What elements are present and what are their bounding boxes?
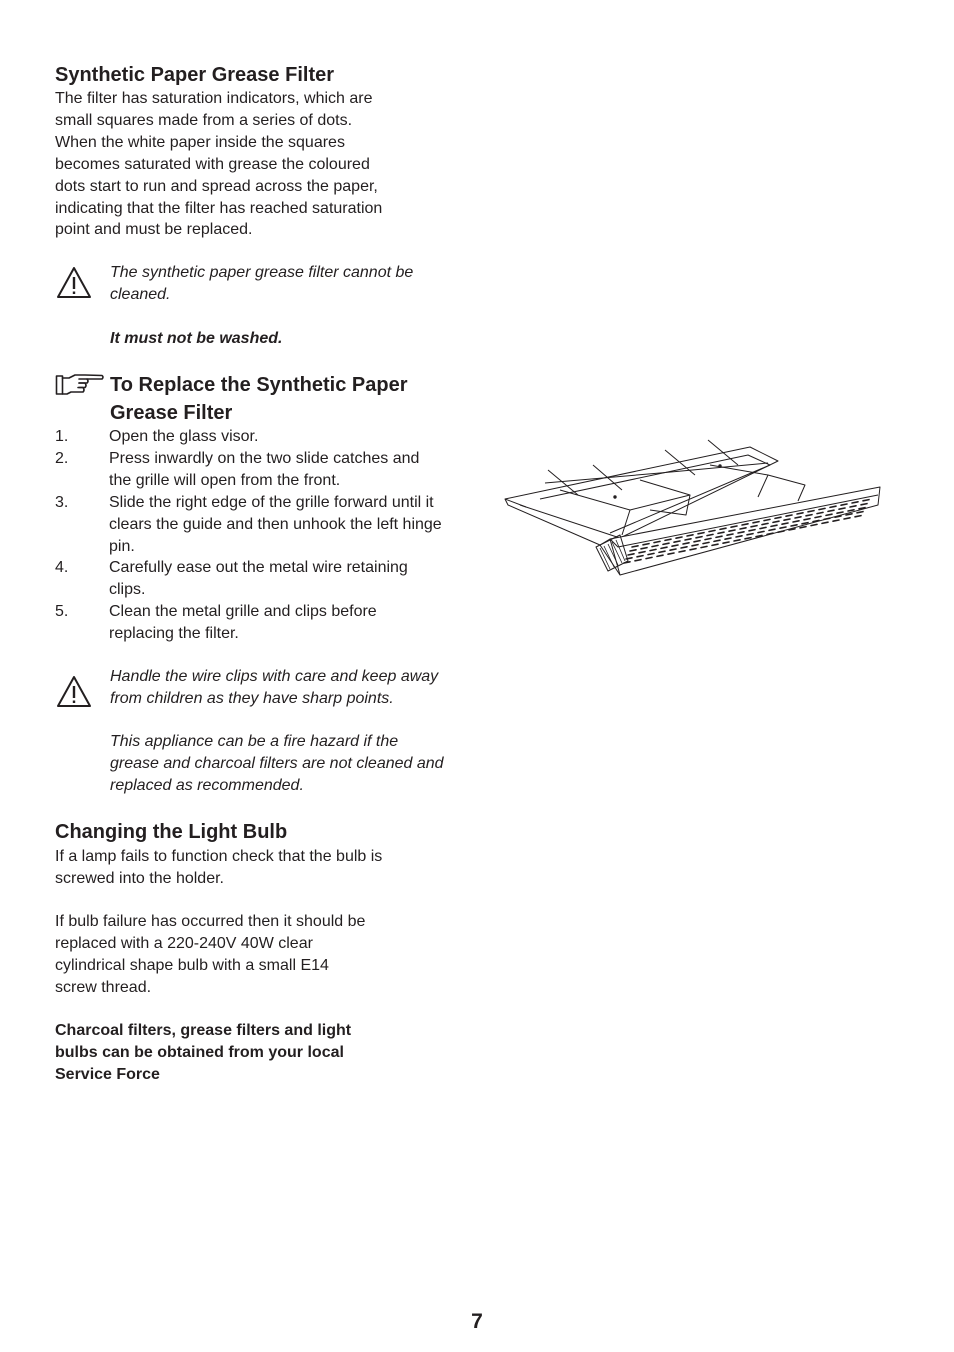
paragraph-line: becomes saturated with grease the coloured — [55, 155, 370, 173]
paragraph-line: The filter has saturation indicators, which are — [55, 90, 373, 107]
louvre-slot — [855, 516, 861, 517]
warning-triangle-icon — [56, 675, 92, 709]
paragraph-line: screwed into the holder. — [55, 869, 224, 887]
warning-triangle-icon — [56, 266, 92, 300]
section-title-replace-filter — [110, 371, 408, 427]
section-title-synthetic-filter: Synthetic Paper Grease Filter — [55, 64, 335, 86]
warning-line: Handle the wire clips with care and keep away — [110, 668, 439, 685]
step-number: 1. — [55, 428, 69, 445]
warning-fire-hazard — [110, 731, 444, 797]
step-text: Press inwardly on the two slide catches and — [109, 449, 420, 467]
louvre-slot — [857, 512, 863, 513]
paragraph-line: point and must be replaced. — [55, 221, 253, 239]
replace-steps-list — [55, 426, 475, 646]
louvre-slot — [800, 527, 806, 528]
paragraph-line: If bulb failure has occurred then it should be — [55, 913, 366, 930]
section-title-light-bulb: Changing the Light Bulb — [55, 821, 288, 843]
warning-wire-clips — [110, 666, 438, 710]
warning-line: grease and charcoal filters are not cleaned and — [110, 754, 444, 772]
warning-line: The synthetic paper grease filter cannot be — [110, 264, 414, 281]
paragraph-line: When the white paper inside the squares — [55, 133, 345, 151]
paragraph-line: replaced with a 220-240V 40W clear — [55, 934, 313, 952]
paragraph-line: small squares made from a series of dots. — [55, 111, 353, 129]
synthetic-filter-paragraph — [55, 88, 382, 241]
page-number: 7 — [471, 1310, 483, 1333]
step-text: clips. — [109, 581, 146, 599]
note-line: Charcoal filters, grease filters and light — [55, 1022, 352, 1039]
louvre-slot — [811, 524, 817, 525]
paragraph-line: If a lamp fails to function check that the bulb is — [55, 848, 383, 865]
step-number: 2. — [55, 449, 69, 467]
step-text: Slide the right edge of the grille forward until it — [109, 493, 434, 511]
pointing-hand-icon — [55, 373, 105, 397]
note-line: Service Force — [55, 1065, 160, 1083]
step-text: clears the guide and then unhook the left hinge — [109, 515, 442, 533]
louvre-slot — [844, 518, 850, 519]
step-text: replacing the filter. — [109, 625, 239, 643]
louvre-slot — [822, 522, 828, 523]
note-line: bulbs can be obtained from your local — [55, 1043, 344, 1061]
paragraph-line: cylindrical shape bulb with a small E14 — [55, 956, 329, 974]
step-number: 3. — [55, 493, 69, 511]
louvre-slot — [833, 520, 839, 521]
step-number: 4. — [55, 559, 69, 577]
warning-not-washed: It must not be washed. — [110, 330, 283, 347]
grille-filter-illustration — [500, 435, 885, 580]
warning-line: cleaned. — [110, 285, 171, 303]
warning-line: replaced as recommended. — [110, 776, 304, 794]
step-text: Open the glass visor. — [109, 428, 259, 445]
paragraph-line: dots start to run and spread across the paper, — [55, 177, 378, 195]
light-bulb-paragraph-1 — [55, 846, 382, 890]
warning-cannot-clean — [110, 262, 413, 306]
step-text: Clean the metal grille and clips before — [109, 603, 377, 621]
service-force-note — [55, 1020, 351, 1086]
light-bulb-paragraph-2 — [55, 911, 365, 999]
section-title-line: To Replace the Synthetic Paper — [110, 374, 408, 396]
step-number: 5. — [55, 603, 69, 621]
step-text: Carefully ease out the metal wire retaining — [109, 559, 408, 577]
paragraph-line: indicating that the filter has reached saturation — [55, 199, 383, 217]
step-text: pin. — [109, 537, 135, 555]
warning-line: from children as they have sharp points. — [110, 689, 394, 707]
louvre-slot — [846, 514, 852, 515]
section-title-line: Grease Filter — [110, 402, 233, 424]
warning-line: This appliance can be a fire hazard if the — [110, 733, 399, 750]
step-text: the grille will open from the front. — [109, 471, 341, 489]
paragraph-line: screw thread. — [55, 978, 152, 996]
